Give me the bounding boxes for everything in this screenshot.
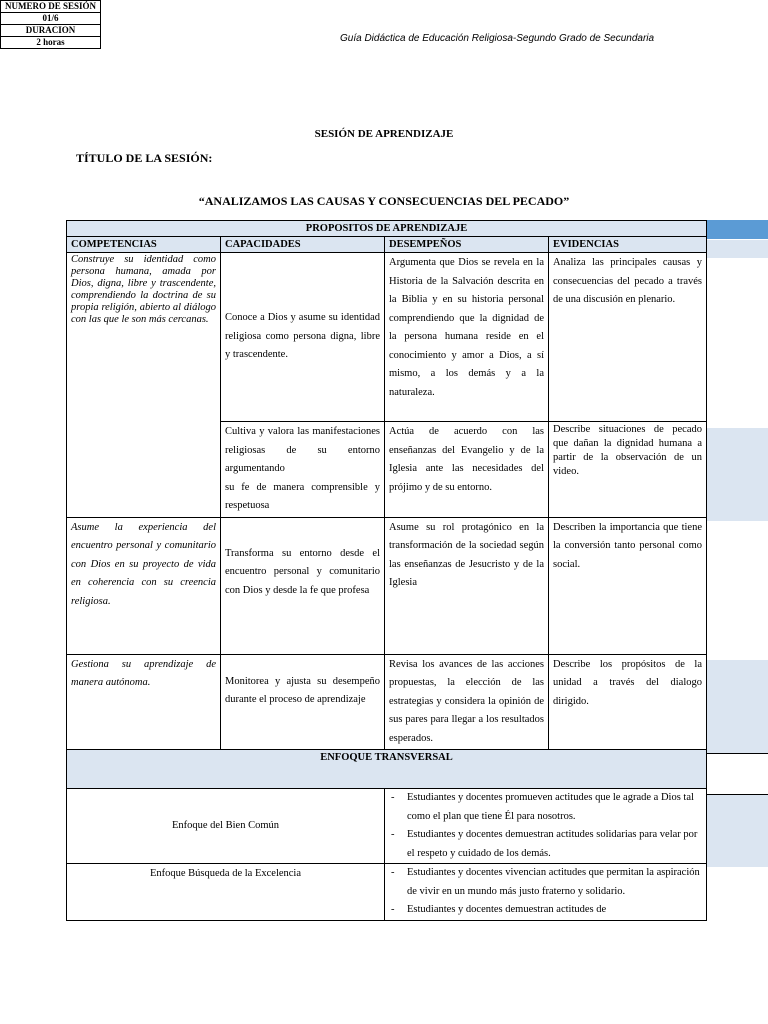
document-title: SESIÓN DE APRENDIZAJE [314,128,454,140]
table-row [67,864,707,921]
capacidad-text: su fe de manera comprensible y respetuosa [225,481,380,511]
table-row [67,253,707,422]
column-header: EVIDENCIAS [549,237,707,253]
competencia-cell: Asume la experiencia del encuentro personal y comunitario con Dios en su proyecto de vida en coherencia con su creencia religiosa. [67,517,221,654]
list-item [391,789,702,826]
list-item-text: Estudiantes y docentes demuestran actitudes solidarias para velar por el respeto y cuidado de los demás. [407,829,698,859]
session-number-value: 01/6 [1,13,101,25]
page-header: Guía Didáctica de Educación Religiosa-Segundo Grado de Secundaria [340,33,655,44]
capacidad-cell: Conoce a Dios y asume su identidad religiosa como persona digna, libre y trascendente. [221,253,385,422]
bullet: - [391,792,395,803]
column-header: COMPETENCIAS [67,237,221,253]
capacidad-cell: Transforma su entorno desde el encuentro personal y comunitario con Dios y desde la fe que profesa [221,517,385,654]
list-item-text: Estudiantes y docentes vivencian actitudes que permitan la aspiración de vivir en un mundo más justo fraterno y solidario. [407,867,700,897]
column-header: CAPACIDADES [221,237,385,253]
duration-label: DURACION [1,25,101,37]
side-cell-light [706,660,768,753]
column-header: DESEMPEÑOS [385,237,549,253]
capacidad-cell: Monitorea y ajusta su desempeño durante el proceso de aprendizaje [221,654,385,750]
enfoque-items [385,789,707,864]
capacidad-text: Cultiva y valora las manifestaciones religiosas de su entorno argumentando [225,426,380,474]
learning-purposes-table [66,220,707,921]
list-item [391,864,702,901]
capacidad-cell [221,422,385,518]
evidencia-cell: Describe los propósitos de la unidad a través del dialogo dirigido. [549,654,707,750]
list-item [391,901,702,920]
table-row [67,517,707,654]
section-header: PROPOSITOS DE APRENDIZAJE [67,221,707,237]
competencia-cell: Gestiona su aprendizaje de manera autónoma. [67,654,221,750]
side-cell-light [706,428,768,521]
side-cell-blue [706,220,768,239]
duration-value: 2 horas [1,37,101,49]
bullet: - [391,904,395,915]
desempeno-cell: Argumenta que Dios se revela en la Historia de la Salvación descrita en la Biblia y en su historia personal comprendiendo que la dignidad de la persona humana reside en el conocimiento y amor a Dios, a sí mismo, a los demás y a la naturaleza. [385,253,549,422]
list-item-text: Estudiantes y docentes demuestran actitudes de [407,904,607,915]
bullet: - [391,867,395,878]
list-item-text: Estudiantes y docentes promueven actitudes que le agrade a Dios tal como el plan que tiene Él para nosotros. [407,792,694,822]
session-title-label: TÍTULO DE LA SESIÓN: [76,151,213,165]
list-item [391,826,702,863]
evidencia-cell: Analiza las principales causas y consecuencias del pecado a través de una discusión en plenario. [549,253,707,422]
evidencia-cell: Describen la importancia que tiene la conversión tanto personal como social. [549,517,707,654]
side-cell-light [706,240,768,258]
table-row [67,654,707,750]
session-info-box [0,0,101,49]
desempeno-cell: Asume su rol protagónico en la transformación de la sociedad según las enseñanzas de Jesucristo y de la Iglesia [385,517,549,654]
session-title: “ANALIZAMOS LAS CAUSAS Y CONSECUENCIAS DEL PECADO” [198,194,570,208]
table-row [67,789,707,864]
session-number-label: NUMERO DE SESIÓN [1,1,101,13]
enfoque-items [385,864,707,921]
desempeno-cell: Actúa de acuerdo con las enseñanzas del Evangelio y de la Iglesia ante las necesidades del prójimo y de su entorno. [385,422,549,518]
desempeno-cell: Revisa los avances de las acciones propuestas, la elección de las estrategias y considera la opinión de sus pares para llegar a los resultados esperados. [385,654,549,750]
enfoque-name: Enfoque Búsqueda de la Excelencia [67,864,385,921]
column-header-row [67,237,707,253]
enfoque-header: ENFOQUE TRANSVERSAL [67,750,707,789]
side-cell-light [706,795,768,867]
evidencia-cell: Describe situaciones de pecado que dañan la dignidad humana a partir de la observación de un video. [549,422,707,518]
side-cell-border [706,753,768,795]
enfoque-name: Enfoque del Bien Común [67,789,385,864]
competencia-cell: Construye su identidad como persona humana, amada por Dios, digna, libre y trascendente, comprendiendo la doctrina de su propia religión, abierto al diálogo con las que le son más cercanas. [67,253,221,518]
bullet: - [391,829,395,840]
